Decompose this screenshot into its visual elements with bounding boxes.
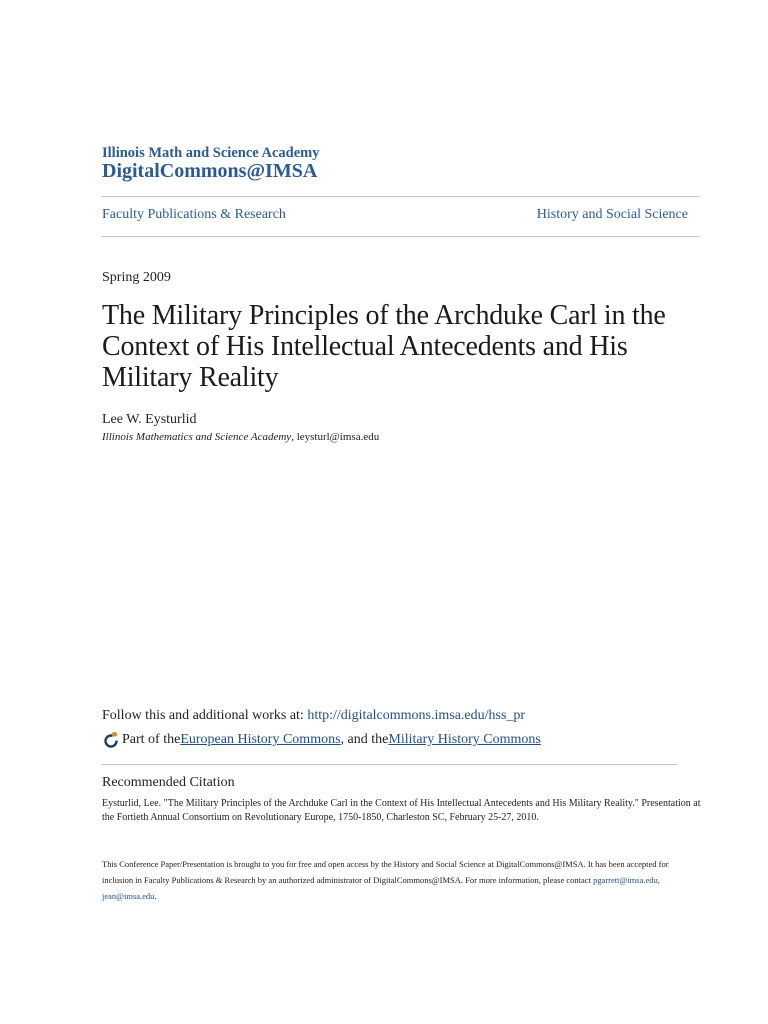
history-social-science-link[interactable]: History and Social Science [536, 207, 688, 222]
divider-nav [102, 236, 700, 237]
repository-name[interactable]: DigitalCommons@IMSA [102, 160, 318, 182]
follow-label: Follow this and additional works at: [102, 708, 308, 723]
partof-prefix: Part of the [122, 732, 181, 747]
european-history-commons-link[interactable]: European History Commons [180, 732, 341, 747]
author-affiliation [102, 431, 379, 443]
faculty-publications-link[interactable]: Faculty Publications & Research [102, 207, 286, 222]
divider-top [102, 196, 700, 197]
contact-emails-link[interactable]: pgarrett@imsa.edu, jean@imsa.edu [102, 875, 660, 901]
institution-name: Illinois Math and Science Academy [102, 145, 320, 161]
divider-citation [102, 764, 678, 765]
partof-middle: , and the [340, 732, 389, 747]
citation-text: Eysturlid, Lee. "The Military Principles of the Archduke Carl in the Context of His Intellectual Antecedents and His Military Reality." Presentation at the Fortieth Annual Consortium on Revolutionary Europe, 1750-1850, Charleston SC, February 25-27, 2010. [102, 798, 701, 823]
author-name: Lee W. Eysturlid [102, 412, 197, 427]
footer-end: . [154, 891, 157, 901]
author-email: , leysturl@imsa.edu [291, 431, 380, 443]
footer-notice [102, 856, 682, 904]
commons-network-icon [102, 731, 120, 749]
part-of-line [102, 731, 541, 749]
follow-line [102, 708, 525, 724]
citation-heading: Recommended Citation [102, 775, 235, 790]
publication-date: Spring 2009 [102, 270, 171, 285]
follow-url-link[interactable]: http://digitalcommons.imsa.edu/hss_pr [307, 708, 526, 723]
footer-text: This Conference Paper/Presentation is brought to you for free and open access by the History and Social Science at DigitalCommons@IMSA. It has been accepted for inclusion in Faculty Publications & Research by an authorized administrator of DigitalCommons@IMSA. For more information, please contact [102, 859, 669, 885]
military-history-commons-link[interactable]: Military History Commons [388, 732, 541, 747]
affiliation-institution: Illinois Mathematics and Science Academy [102, 431, 292, 443]
paper-title: The Military Principles of the Archduke Carl in the Context of His Intellectual Antecedents and His Military Reality [102, 300, 666, 393]
